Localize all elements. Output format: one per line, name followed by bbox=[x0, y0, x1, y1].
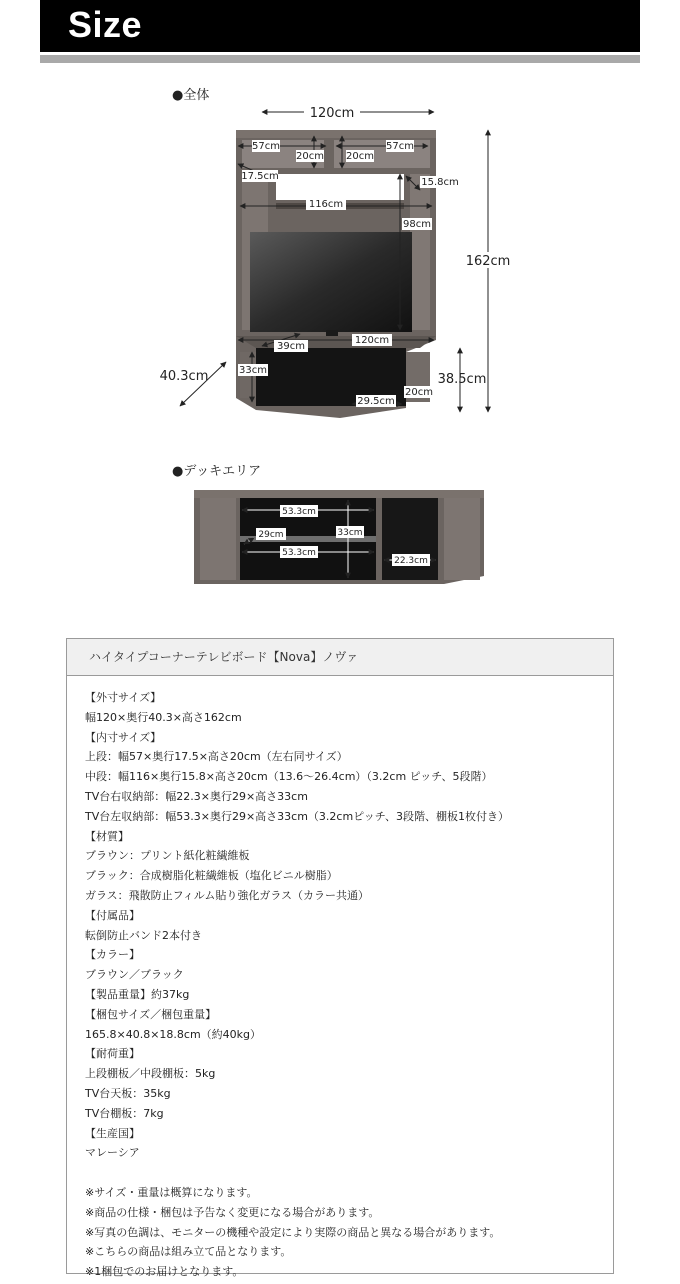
header-divider bbox=[40, 55, 640, 63]
spec-note: ※写真の色調は、モニターの機種や設定により実際の商品と異なる場合があります。 bbox=[85, 1225, 501, 1239]
spec-line: 【生産国】 bbox=[85, 1126, 140, 1140]
spec-line: マレーシア bbox=[85, 1146, 140, 1160]
dim-depth: 40.3cm bbox=[159, 369, 209, 384]
spec-gap bbox=[85, 1163, 613, 1183]
section-label-deck: ●デッキエリア bbox=[172, 464, 262, 479]
dim-width: 120cm bbox=[309, 106, 355, 121]
spec-line: TV台右収納部：幅22.3×奥行29×高さ33cm bbox=[85, 789, 308, 803]
deck-dim-right-w: 22.3cm bbox=[394, 556, 428, 566]
spec-line: TV台天板：35kg bbox=[85, 1086, 171, 1100]
deck-dim-top-w: 53.3cm bbox=[282, 507, 316, 517]
dim-lower-left-h: 33cm bbox=[239, 365, 267, 376]
dim-mid-h: 98cm bbox=[403, 219, 431, 230]
spec-note: ※1梱包でのお届けとなります。 bbox=[85, 1265, 244, 1279]
spec-line: TV台棚板：7kg bbox=[85, 1106, 164, 1120]
full-unit-diagram bbox=[0, 90, 680, 430]
spec-line: ガラス：飛散防止フィルム貼り強化ガラス（カラー共通） bbox=[85, 888, 370, 902]
spec-line: 【梱包サイズ／梱包重量】 bbox=[85, 1007, 217, 1021]
dim-board-depth: 39cm bbox=[277, 341, 305, 352]
spec-line: 【外寸サイズ】 bbox=[85, 691, 162, 704]
spec-box bbox=[66, 638, 614, 1279]
page-title: Size bbox=[68, 4, 143, 45]
spec-note: ※商品の仕様・梱包は予告なく変更になる場合があります。 bbox=[85, 1205, 380, 1219]
spec-note: ※こちらの商品は組み立て品となります。 bbox=[85, 1245, 292, 1259]
spec-line: ブラウン／ブラック bbox=[85, 968, 184, 982]
spec-line: 上段棚板／中段棚板：5kg bbox=[85, 1067, 216, 1081]
spec-notes bbox=[85, 1183, 613, 1282]
dim-top-right-w: 57cm bbox=[386, 141, 414, 152]
dim-board-w: 120cm bbox=[354, 335, 390, 346]
spec-line: 【耐荷重】 bbox=[85, 1047, 140, 1061]
dim-lower-right-w: 20cm bbox=[405, 387, 433, 398]
dim-lower-height: 38.5cm bbox=[437, 372, 487, 387]
spec-body bbox=[67, 676, 613, 1282]
deck-dim-bottom-w: 53.3cm bbox=[282, 548, 316, 558]
spec-line: TV台左収納部：幅53.3×奥行29×高さ33cm（3.2cmピッチ、3段階、棚板1枚付き） bbox=[85, 809, 509, 823]
dim-top-left-w: 57cm bbox=[252, 141, 280, 152]
spec-line: ブラウン：プリント紙化粧繊維板 bbox=[85, 849, 250, 863]
deck-dim-depth: 29cm bbox=[258, 530, 284, 540]
dim-top-left-h: 20cm bbox=[296, 151, 324, 162]
header-bar bbox=[40, 0, 640, 52]
spec-line: 中段：幅116×奥行15.8×高さ20cm（13.6～26.4cm）（3.2cm ピッチ、5段階） bbox=[85, 770, 493, 784]
spec-line: 【内寸サイズ】 bbox=[85, 730, 162, 744]
spec-line: 【カラー】 bbox=[85, 948, 140, 962]
spec-line: 上段：幅57×奥行17.5×高さ20cm（左右同サイズ） bbox=[85, 750, 348, 764]
dim-top-depth: 17.5cm bbox=[241, 171, 279, 182]
dim-mid-depth: 15.8cm bbox=[421, 177, 459, 188]
spec-line: 165.8×40.8×18.8cm（約40kg） bbox=[85, 1027, 262, 1041]
spec-line: ブラック：合成樹脂化粧繊維板（塩化ビニル樹脂） bbox=[85, 869, 338, 883]
dim-top-right-h: 20cm bbox=[346, 151, 374, 162]
dim-lower-right-d: 29.5cm bbox=[357, 396, 395, 407]
spec-line: 転倒防止バンド2本付き bbox=[85, 928, 202, 942]
spec-line: 【付属品】 bbox=[85, 908, 140, 922]
spec-line: 幅120×奥行40.3×高さ162cm bbox=[85, 710, 242, 724]
spec-line: 【製品重量】約37kg bbox=[85, 987, 190, 1001]
spec-note: ※サイズ・重量は概算になります。 bbox=[85, 1185, 258, 1199]
spec-heading: ハイタイプコーナーテレビボード【Nova】ノヴァ bbox=[67, 639, 613, 676]
dim-mid-w: 116cm bbox=[308, 199, 344, 210]
deck-dim-height: 33cm bbox=[337, 528, 363, 538]
deck-area-diagram bbox=[0, 480, 680, 600]
spec-line: 【材質】 bbox=[85, 829, 129, 843]
section-label-full: ●全体 bbox=[172, 88, 210, 103]
dim-height: 162cm bbox=[465, 254, 511, 269]
spec-lines bbox=[85, 688, 613, 1163]
